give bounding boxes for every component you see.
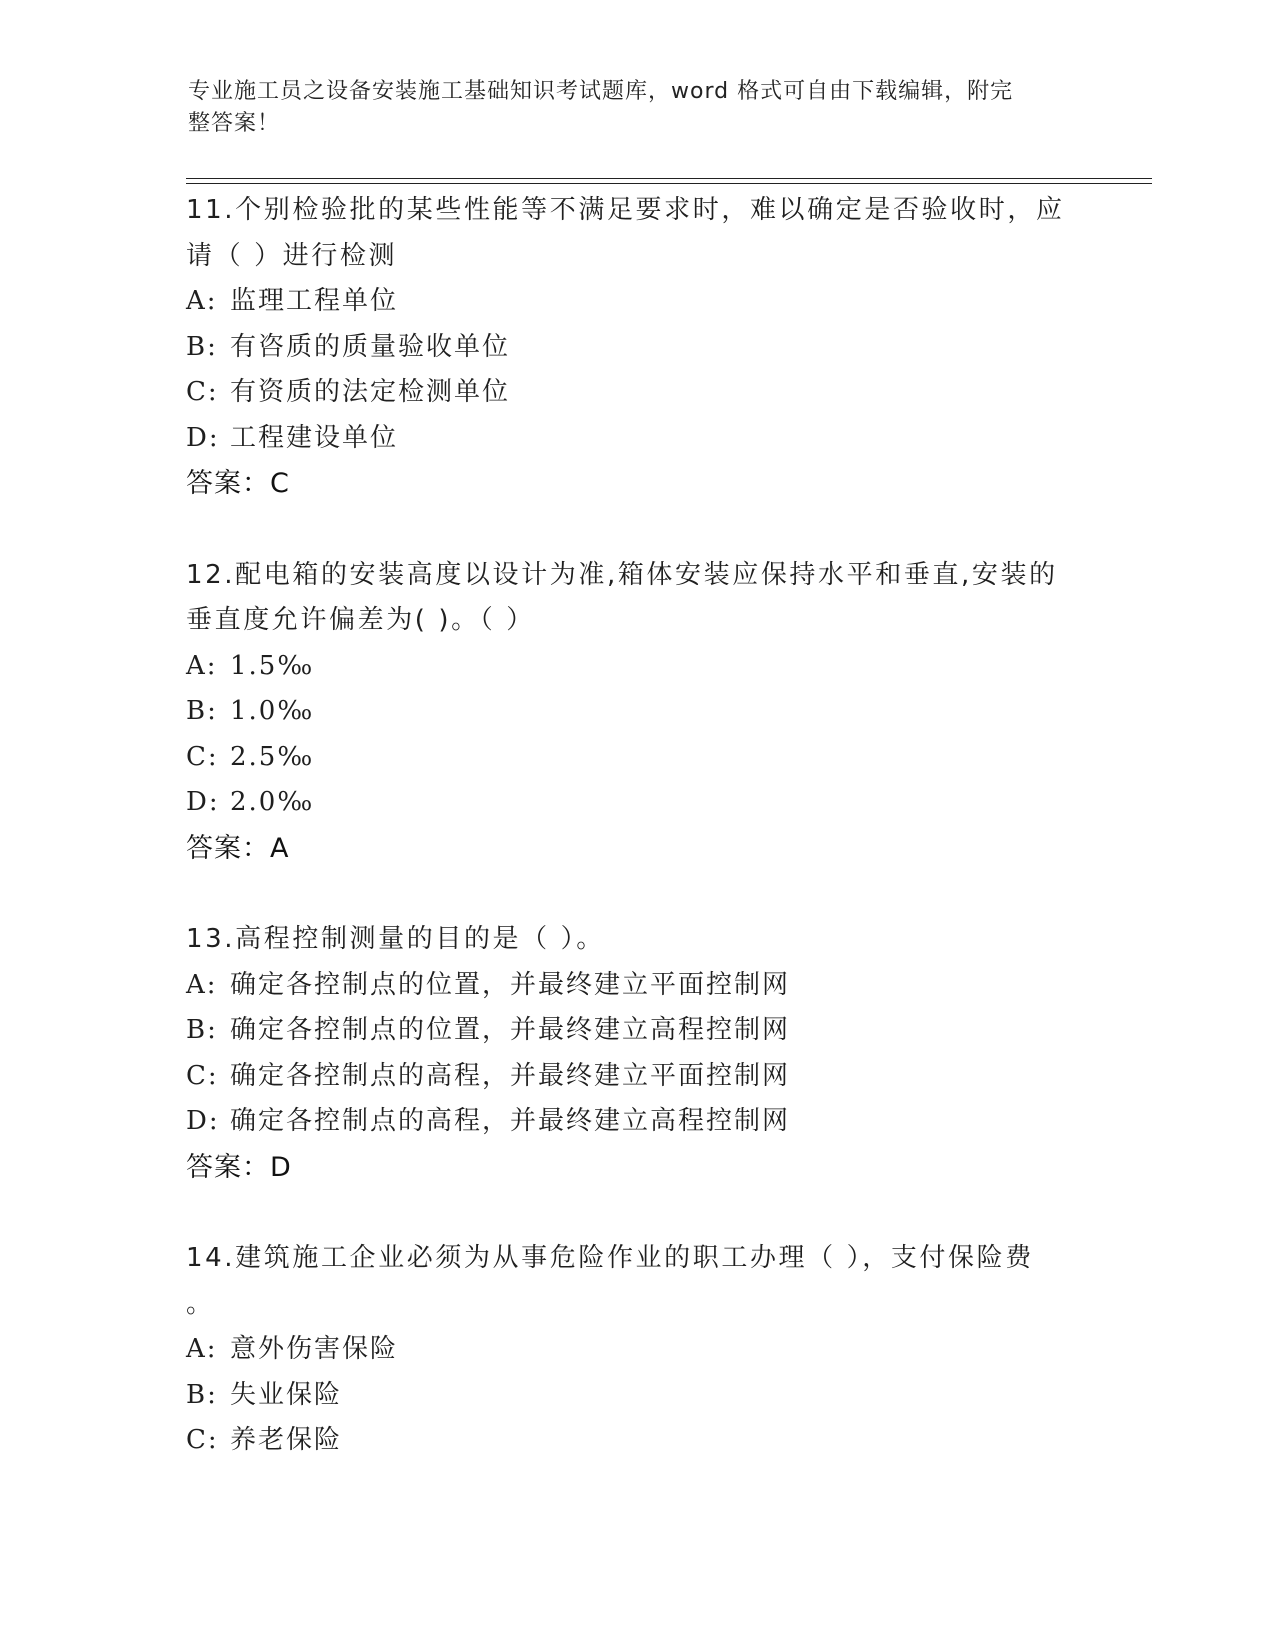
option-b — [186, 325, 1086, 371]
option-d — [186, 416, 1086, 462]
option-c — [186, 1418, 1086, 1464]
stem-line: 12.配电箱的安装高度以设计为准,箱体安装应保持水平和垂直,安装的 — [186, 559, 1058, 590]
stem-line: 11.个别检验批的某些性能等不满足要求时，难以确定是否验收时，应 — [186, 195, 1065, 225]
option-text: 确定各控制点的高程，并最终建立平面控制网 — [230, 1060, 791, 1091]
option-key: A: — [186, 650, 218, 681]
option-key: C: — [186, 1425, 219, 1455]
option-b — [186, 1008, 1086, 1054]
option-text: 确定各控制点的位置，并最终建立高程控制网 — [230, 1015, 791, 1045]
answer-label: 答案：D — [186, 1151, 292, 1183]
option-text: 失业保险 — [230, 1379, 343, 1410]
option-key: C: — [186, 741, 219, 772]
option-text: 工程建设单位 — [230, 422, 399, 453]
option-key: B: — [186, 1379, 218, 1410]
option-a — [186, 1327, 1086, 1373]
option-key: B: — [186, 696, 218, 726]
stem-line: 14.建筑施工企业必须为从事危险作业的职工办理（ ），支付保险费 — [186, 1243, 1034, 1273]
option-text: 有咨质的质量验收单位 — [230, 331, 511, 362]
question-stem — [186, 1236, 1086, 1327]
option-a — [186, 644, 1086, 690]
header-line-2: 整答案！ — [188, 111, 281, 136]
header-rule-top — [186, 178, 1152, 179]
option-key: C: — [186, 377, 219, 407]
header-line-1: 专业施工员之设备安装施工基础知识考试题库，word 格式可自由下载编辑，附完 — [188, 79, 1014, 104]
answer-label: 答案：A — [186, 832, 290, 864]
option-a — [186, 963, 1086, 1009]
option-text: 2.0‰ — [230, 787, 315, 817]
stem-line: 垂直度允许偏差为( )。（ ） — [186, 605, 535, 635]
option-key: D: — [186, 422, 220, 453]
option-key: D: — [186, 787, 220, 817]
option-b — [186, 689, 1086, 735]
option-a — [186, 279, 1086, 325]
option-text: 确定各控制点的高程，并最终建立高程控制网 — [230, 1106, 791, 1136]
option-c — [186, 370, 1086, 416]
option-c — [186, 1054, 1086, 1100]
option-c — [186, 735, 1086, 781]
option-key: B: — [186, 1015, 218, 1045]
answer-label: 答案：C — [186, 468, 290, 499]
stem-line: 13.高程控制测量的目的是（ ）。 — [186, 924, 605, 954]
document-header — [188, 76, 1068, 140]
option-key: A: — [186, 286, 218, 316]
option-text: 意外伤害保险 — [230, 1334, 399, 1364]
option-b — [186, 1373, 1086, 1419]
option-d — [186, 1099, 1086, 1145]
stem-line: 请（ ）进行检测 — [186, 240, 398, 271]
header-rule-bottom — [186, 183, 1152, 184]
question-stem — [186, 188, 1086, 279]
stem-line: 。 — [186, 1288, 215, 1319]
question-stem — [186, 917, 1086, 963]
question-13 — [186, 917, 1086, 1190]
option-key: D: — [186, 1106, 220, 1136]
option-text: 有资质的法定检测单位 — [230, 377, 511, 407]
option-key: A: — [186, 1334, 218, 1364]
option-text: 养老保险 — [230, 1425, 343, 1455]
option-text: 1.5‰ — [230, 650, 315, 681]
question-11 — [186, 188, 1086, 507]
question-stem — [186, 553, 1086, 644]
option-text: 确定各控制点的位置，并最终建立平面控制网 — [230, 969, 791, 1000]
question-14 — [186, 1236, 1086, 1464]
option-key: C: — [186, 1060, 219, 1091]
question-list — [186, 188, 1086, 1510]
option-key: A: — [186, 969, 218, 1000]
question-12 — [186, 553, 1086, 872]
option-text: 1.0‰ — [230, 696, 315, 726]
option-text: 监理工程单位 — [230, 286, 399, 316]
option-d — [186, 780, 1086, 826]
option-text: 2.5‰ — [230, 741, 315, 772]
option-key: B: — [186, 331, 218, 362]
